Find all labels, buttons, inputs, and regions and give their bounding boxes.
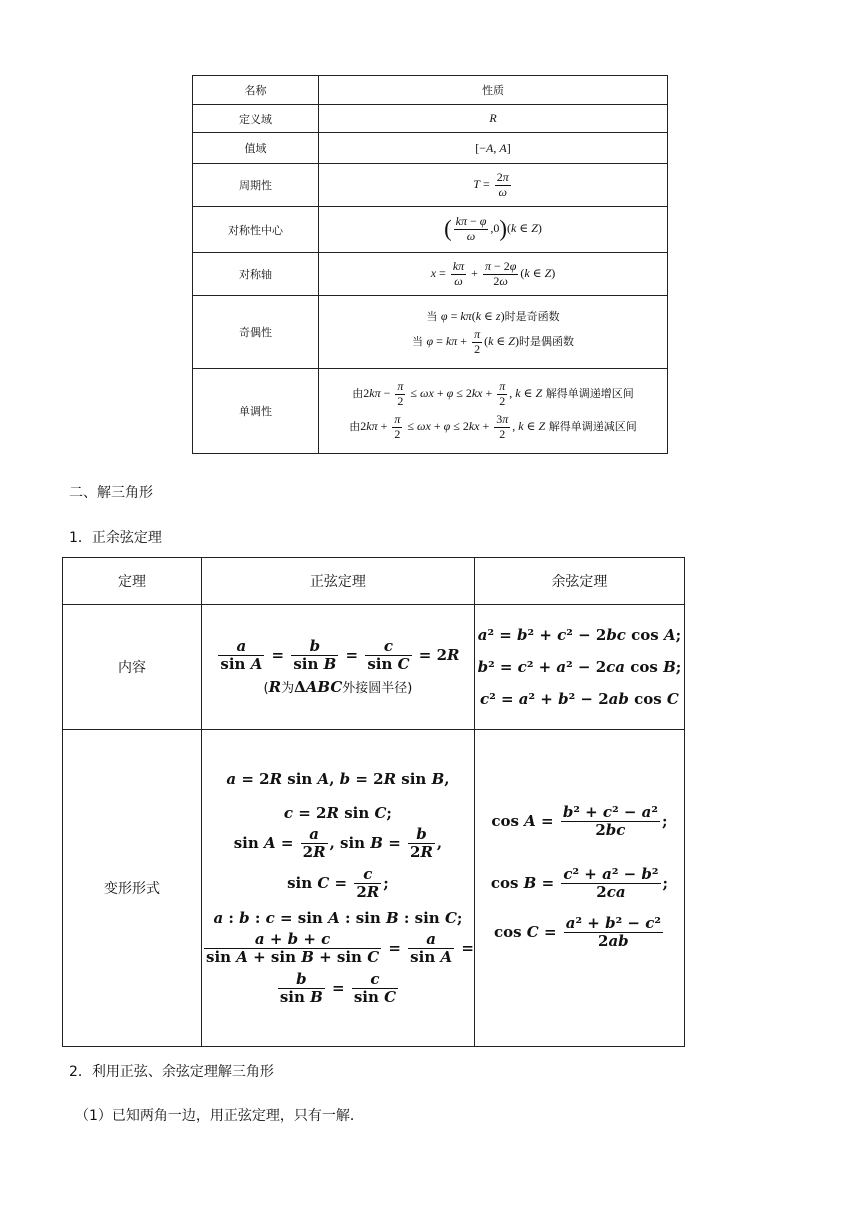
header-cosine-law: 余弦定理 xyxy=(474,558,684,605)
mono-dec-text: 解得单调递减区间 xyxy=(548,420,637,434)
subsection-1: 1．正余弦定理 xyxy=(69,530,162,546)
table-row xyxy=(63,730,685,1047)
trig-properties-table xyxy=(192,75,668,454)
parity-odd-text: 时是奇函数 xyxy=(504,309,560,323)
label-period: 周期性 xyxy=(193,164,319,207)
axis-formula: x = $\frac{k\pi}{\omega}$ + $\frac{\pi - 2\varphi}{2\omega}$ (k ∈ Z) xyxy=(319,253,668,296)
label-domain: 定义域 xyxy=(193,105,319,133)
table-row xyxy=(193,296,668,369)
table-row xyxy=(63,558,685,605)
sine-law-variants: a = 2R sin A, b = 2R sin B, c = 2R sin C; sin A = $\frac{a}{2R}$ , sin B = $\frac{b}{2R}$ , sin C = $\frac{c}{2R}$ ; a : b : c = sin A : sin B : sin C; $\frac{a + b + c}{\text{sin A + sin B + sin C}}$ = $\frac{a}{\text{sin A}}$ = $\frac{b}{\text{sin B}}$ = $\frac{c}{\text{sin C}}$ xyxy=(202,730,475,1047)
label-parity: 奇偶性 xyxy=(193,296,319,369)
subsection-2: 2．利用正弦、余弦定理解三角形 xyxy=(69,1064,274,1080)
sine-cosine-law-table xyxy=(62,557,685,1047)
header-theorem: 定理 xyxy=(63,558,202,605)
table-row xyxy=(193,369,668,454)
period-formula: T = $\frac{2\pi}{\omega}$ xyxy=(319,164,668,207)
header-sine-law: 正弦定理 xyxy=(202,558,475,605)
section-title: 二、解三角形 xyxy=(69,485,153,501)
table-row xyxy=(193,253,668,296)
table-row xyxy=(193,133,668,164)
header-name: 名称 xyxy=(193,76,319,105)
label-variant-form: 变形形式 xyxy=(63,730,202,1047)
table-row xyxy=(193,105,668,133)
label-center: 对称性中心 xyxy=(193,207,319,253)
table-row xyxy=(193,164,668,207)
label-content: 内容 xyxy=(63,605,202,730)
parity-formula: 当 φ = kπ(k ∈ z)时是奇函数 当 φ = kπ + $\frac{\pi}{2}$ (k ∈ Z)时是偶函数 xyxy=(319,296,668,369)
header-property: 性质 xyxy=(319,76,668,105)
label-monotonic: 单调性 xyxy=(193,369,319,454)
center-formula: ( $\frac{k\pi - \varphi}{\omega}$ ,0)(k ∈ Z) xyxy=(319,207,668,253)
parity-even-text: 时是偶函数 xyxy=(518,334,574,348)
mono-inc-text: 解得单调递增区间 xyxy=(545,387,634,401)
label-axis: 对称轴 xyxy=(193,253,319,296)
monotonic-formula: 由2kπ − $\frac{\pi}{2}$ ≤ ωx + φ ≤ 2kx + $\frac{\pi}{2}$ , k ∈ Z 解得单调递增区间 由2kπ + $\frac{\pi}{2}$ ≤ ωx + φ ≤ 2kx + $\frac{3\pi}{2}$ , k ∈ Z 解得单调递减区间 xyxy=(319,369,668,454)
item-1: （1）已知两角一边，用正弦定理，只有一解． xyxy=(75,1108,364,1124)
cosine-law-content: a² = b² + c² − 2bc cos A; b² = c² + a² − 2ca cos B; c² = a² + b² − 2ab cos C xyxy=(474,605,684,730)
cosine-law-variants: cos A = $\frac{\text{b² + c² − a²}}{2bc}$ ; cos B = $\frac{\text{c² + a² − b²}}{2ca}$ ; cos C = $\frac{\text{a² + b² − c²}}{2ab}$ xyxy=(474,730,684,1047)
table-row xyxy=(193,76,668,105)
table-row xyxy=(63,605,685,730)
table-row xyxy=(193,207,668,253)
sine-law-content: $\frac{a}{\text{sin A}}$ = $\frac{b}{\text{sin B}}$ = $\frac{c}{\text{sin C}}$ = 2R (R为ΔABC外接圆半径) xyxy=(202,605,475,730)
label-range: 值域 xyxy=(193,133,319,164)
domain-formula: R xyxy=(319,105,668,133)
range-formula: [−A, A] xyxy=(319,133,668,164)
